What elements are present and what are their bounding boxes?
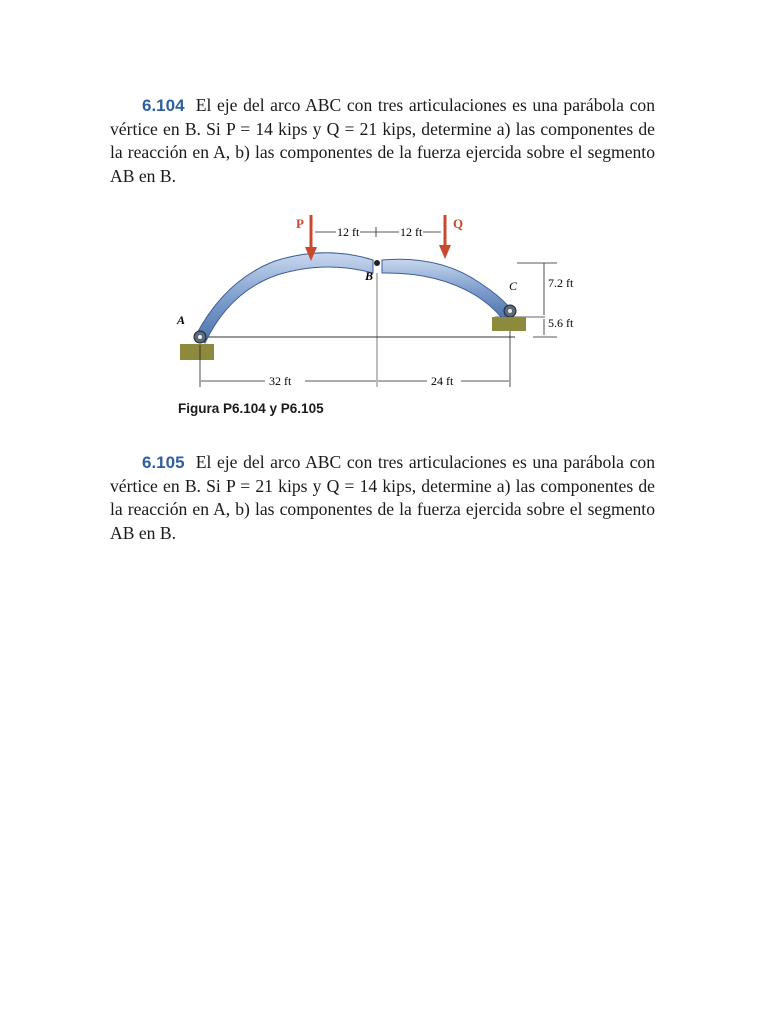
- label-b: B: [365, 269, 374, 283]
- problem-6-104: [110, 94, 655, 188]
- problem-statement: El eje del arco ABC con tres articulaciones es una parábola con vértice en B. Si P = 21 kips y Q = 14 kips, determine a) las componentes de la reacción en A, b) las componentes de la fuerza ejercida sobre el segmento AB en B.: [110, 452, 655, 543]
- problem-statement: El eje del arco ABC con tres articulaciones es una parábola con vértice en B. Si P = 14 kips y Q = 21 kips, determine a) las componentes de la reacción en A, b) las componentes de la fuerza ejercida sobre el segmento AB en B.: [110, 95, 655, 186]
- load-q-head: [439, 245, 451, 259]
- label-p: P: [296, 216, 304, 231]
- dim-top-right: 12 ft: [400, 225, 423, 239]
- label-c: C: [509, 279, 518, 293]
- problem-6-105: [110, 451, 655, 545]
- dim-bottom-left: 32 ft: [269, 374, 292, 388]
- figure-caption: Figura P6.104 y P6.105: [178, 401, 324, 416]
- problem-number: 6.105: [142, 453, 185, 472]
- arch-segment-ab: [196, 253, 373, 343]
- problem-number: 6.104: [142, 96, 185, 115]
- pin-a-center: [198, 335, 202, 339]
- dim-right-upper: 7.2 ft: [548, 276, 574, 290]
- label-q: Q: [453, 216, 464, 231]
- support-c: [492, 317, 526, 331]
- hinge-b: [374, 260, 380, 266]
- label-a: A: [177, 313, 186, 327]
- dim-top-left: 12 ft: [337, 225, 360, 239]
- arch-segment-bc: [382, 259, 511, 319]
- pin-c-center: [508, 309, 512, 313]
- dim-right-lower: 5.6 ft: [548, 316, 574, 330]
- dim-bottom-right: 24 ft: [431, 374, 454, 388]
- support-a: [180, 344, 214, 360]
